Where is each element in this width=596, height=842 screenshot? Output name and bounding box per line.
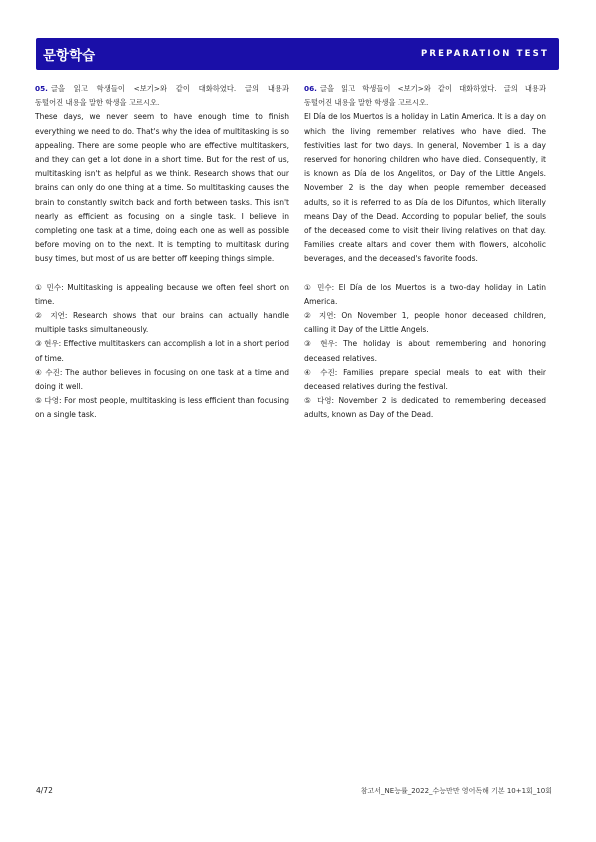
answer-option[interactable]: ⑤ 다영: For most people, multitasking is less efficient than focusing on a single task. (35, 396, 289, 420)
answer-options (35, 281, 289, 423)
page-number: 4/72 (36, 786, 53, 795)
header-subtitle: PREPARATION TEST (420, 49, 549, 59)
answer-option[interactable]: ④ 수진: Families prepare special meals to eat with their deceased relatives during the festival. (304, 367, 546, 392)
question-number: 05. (35, 84, 48, 93)
question-prompt (35, 82, 289, 96)
answer-option[interactable]: ③ 현우: Effective multitaskers can accomplish a lot in a short period of time. (35, 339, 289, 363)
page-header (36, 38, 559, 70)
answer-option[interactable]: ④ 수진: The author believes in focusing on one task at a time and doing it well. (35, 367, 289, 392)
prompt-line-2: 동떨어진 내용을 말한 학생을 고르시오. (304, 98, 429, 108)
header-title: 문항학습 (43, 48, 96, 64)
question-05 (35, 82, 289, 423)
passage: El Día de los Muertos is a holiday in Latin America. It is a day on which the living remember relatives who have died. The festivities last for two days. In general, November 1 is a day reserved for honoring children who have died. Consequently, it is known as Día de los Angelitos, or Day of the Little Angels. November 2 is the day when people remember deceased adults, so it is referred to as Día de los Difuntos, which literally means Day of the Dead. According to popular belief, the souls of the deceased come to visit their living relatives on that day. Families create altars and cover them with flowers, alcoholic beverages, and the deceased's favorite foods. (304, 112, 546, 264)
answer-option[interactable]: ② 지연: Research shows that our brains can actually handle multiple tasks simultaneously. (35, 311, 289, 335)
answer-option[interactable]: ① 민수: Multitasking is appealing because we often feel short on time. (35, 282, 289, 306)
question-06 (304, 82, 546, 423)
passage: These days, we never seem to have enough time to finish everything we need to do. That's why the idea of multitasking is so appealing. There are some people who are effective multitaskers, and they can get a lot done in a short time. But for the rest of us, multitasking isn't as helpful as we think. Research shows that our brains can only do one thing at a time. So multitasking causes the brain to constantly switch back and forth between tasks. This isn't nearly as efficient as focusing on a single task. I believe in completing one task at a time, doing each one as well as possible before moving on to the next. It is tempting to multitask during busy times, but most of us are better off keeping things simple. (35, 112, 289, 264)
question-number: 06. (304, 84, 317, 93)
prompt-line-1: 글을 읽고 학생들이 <보기>와 같이 대화하였다. 글의 내용과 (50, 84, 289, 93)
answer-option[interactable]: ⑤ 다영: November 2 is dedicated to remembering deceased adults, known as Day of the Dead. (304, 396, 546, 420)
prompt-line-1: 글을 읽고 학생들이 <보기>와 같이 대화하였다. 글의 내용과 (319, 84, 546, 93)
source-label: 참고서_NE능률_2022_수능만만 영어독해 기본 10+1회_10회 (360, 787, 552, 795)
prompt-line-2: 동떨어진 내용을 말한 학생을 고르시오. (35, 98, 160, 108)
answer-option[interactable]: ③ 현우: The holiday is about remembering and honoring deceased relatives. (304, 339, 546, 363)
question-prompt (304, 82, 546, 96)
answer-option[interactable]: ① 민수: El Día de los Muertos is a two-day holiday in Latin America. (304, 282, 546, 306)
answer-option[interactable]: ② 지연: On November 1, people honor deceased children, calling it Day of the Little Angels. (304, 311, 546, 335)
answer-options (304, 281, 546, 423)
